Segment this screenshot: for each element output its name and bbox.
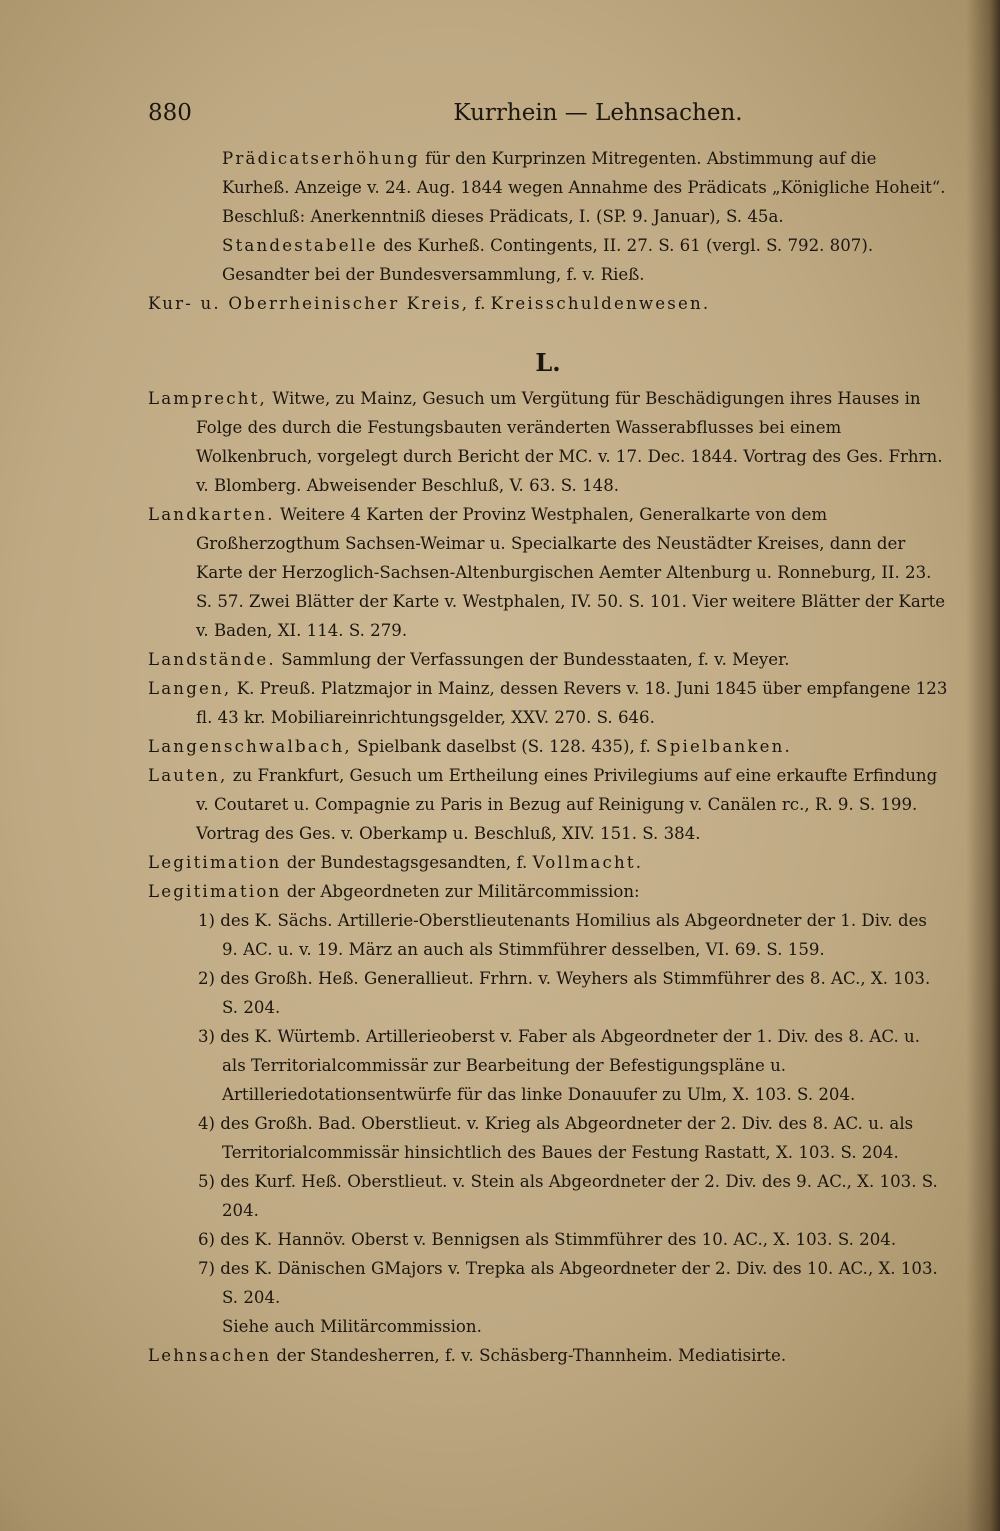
entry-lamprecht: [148, 384, 948, 500]
entry-headword: Landstände.: [148, 650, 276, 669]
entry-praedicatserhoehung: [148, 144, 948, 231]
entry-headword: Prädicatserhöhung: [222, 149, 420, 168]
entry-kur-oberrheinischer-kreis: [148, 289, 948, 318]
entry-text: der Abgeordneten zur Militärcommission:: [286, 882, 640, 901]
entry-text: Gesandter bei der Bundesversammlung, f. v. Rieß.: [222, 265, 645, 284]
entry-text: der Standesherren, f. v. Schäsberg-Thannheim. Mediatisirte.: [276, 1346, 787, 1365]
legit-item: 7) des K. Dänischen GMajors v. Trepka als Abgeordneter der 2. Div. des 10. AC., X. 103. S. 204.: [198, 1259, 938, 1307]
entry-text: Weitere 4 Karten der Provinz Westphalen, Generalkarte von dem Großherzogthum Sachsen-Weimar u. Specialkarte des Neustädter Kreises, dann der Karte der Herzoglich-Sachsen-Altenburgischen Aemter Altenburg u. Ronneburg, II. 23. S. 57. Zwei Blätter der Karte v. Westphalen, IV. 50. S. 101. Vier weitere Blätter der Karte v. Baden, XI. 114. S. 279.: [196, 505, 946, 640]
entry-headword: Lamprecht,: [148, 389, 267, 408]
entry-headword: Legitimation: [148, 853, 282, 872]
entry-text: des Kurheß. Contingents, II. 27. S. 61 (vergl. S. 792. 807).: [383, 236, 874, 255]
legit-item: 3) des K. Würtemb. Artillerieoberst v. Faber als Abgeordneter der 1. Div. des 8. AC. u. als Territorialcommissär zur Bearbeitung der Befestigungspläne u. Artilleriedotationsentwürfe für das linke Donauufer zu Ulm, X. 103. S. 204.: [198, 1027, 921, 1104]
entry-text: zu Frankfurt, Gesuch um Ertheilung eines Privilegiums auf eine erkaufte Erfindung v. Coutaret u. Compagnie zu Paris in Bezug auf Reinigung v. Canälen rc., R. 9. S. 199. Vortrag des Ges. v. Oberkamp u. Beschluß, XIV. 151. S. 384.: [196, 766, 938, 843]
legit-item: 4) des Großh. Bad. Oberstlieut. v. Krieg als Abgeordneter der 2. Div. des 8. AC. u. als Territorialcommissär hinsichtlich des Baues der Festung Rastatt, X. 103. S. 204.: [198, 1114, 914, 1162]
entry-text: Spielbank daselbst (S. 128. 435), f.: [357, 737, 651, 756]
legit-item: 6) des K. Hannöv. Oberst v. Bennigsen als Stimmführer des 10. AC., X. 103. S. 204.: [198, 1230, 897, 1249]
entry-legitimation-gesandten: [148, 848, 948, 877]
cross-reference: Kreisschuldenwesen.: [490, 294, 711, 313]
page-header: [148, 100, 948, 136]
entry-landstaende: [148, 645, 948, 674]
entry-lehnsachen: [148, 1341, 948, 1370]
page-edge-shadow: [966, 0, 1000, 1531]
entry-headword: Kur- u. Oberrheinischer Kreis,: [148, 294, 470, 313]
entry-text: für den Kurprinzen Mitregenten. Abstimmung auf die Kurheß. Anzeige v. 24. Aug. 1844 wegen Annahme des Prädicats „Königliche Hoheit“. Beschluß: Anerkenntniß dieses Prädicats, I. (SP. 9. Januar), S. 45a.: [222, 149, 946, 226]
legit-item: 5) des Kurf. Heß. Oberstlieut. v. Stein als Abgeordneter der 2. Div. des 9. AC., X. 103. S. 204.: [198, 1172, 938, 1220]
entry-headword: Landkarten.: [148, 505, 275, 524]
running-title: Kurrhein — Lehnsachen.: [453, 100, 743, 126]
entry-text: der Bundestagsgesandten, f.: [286, 853, 528, 872]
entry-legitimation-abgeordneten: [148, 877, 948, 906]
entry-gesandter: [148, 260, 948, 289]
entry-langen: [148, 674, 948, 732]
entry-headword: Langenschwalbach,: [148, 737, 352, 756]
entry-langenschwalbach: [148, 732, 948, 761]
cross-reference: Vollmacht.: [532, 853, 644, 872]
see-also-note: Siehe auch Militärcommission.: [222, 1317, 482, 1336]
legit-item: 1) des K. Sächs. Artillerie-Oberstlieutenants Homilius als Abgeordneter der 1. Div. des 9. AC. u. v. 19. März an auch als Stimmführer desselben, VI. 69. S. 159.: [198, 911, 927, 959]
page-number: 880: [148, 100, 192, 126]
entry-text: K. Preuß. Platzmajor in Mainz, dessen Revers v. 18. Juni 1845 über empfangene 123 fl. 43 kr. Mobiliareinrichtungsgelder, XXV. 270. S. 646.: [196, 679, 948, 727]
section-letter: L.: [535, 348, 561, 377]
entry-text: Witwe, zu Mainz, Gesuch um Vergütung für Beschädigungen ihres Hauses in Folge des durch die Festungsbauten veränderten Wasserabflusses bei einem Wolkenbruch, vorgelegt durch Bericht der MC. v. 17. Dec. 1844. Vortrag des Ges. Frhrn. v. Blomberg. Abweisender Beschluß, V. 63. S. 148.: [196, 389, 943, 495]
entry-headword: Lehnsachen: [148, 1346, 272, 1365]
entry-landkarten: [148, 500, 948, 645]
index-entries: [148, 144, 948, 1370]
entry-headword: Langen,: [148, 679, 232, 698]
entry-headword: Legitimation: [148, 882, 282, 901]
entry-lauten: [148, 761, 948, 848]
entry-standestabelle: [148, 231, 948, 260]
entry-headword: Lauten,: [148, 766, 228, 785]
entry-headword: Standestabelle: [222, 236, 378, 255]
legit-item: 2) des Großh. Heß. Generallieut. Frhrn. v. Weyhers als Stimmführer des 8. AC., X. 103. S. 204.: [198, 969, 931, 1017]
cross-reference: Spielbanken.: [656, 737, 792, 756]
entry-text: f.: [474, 294, 486, 313]
entry-text: Sammlung der Verfassungen der Bundesstaaten, f. v. Meyer.: [281, 650, 790, 669]
